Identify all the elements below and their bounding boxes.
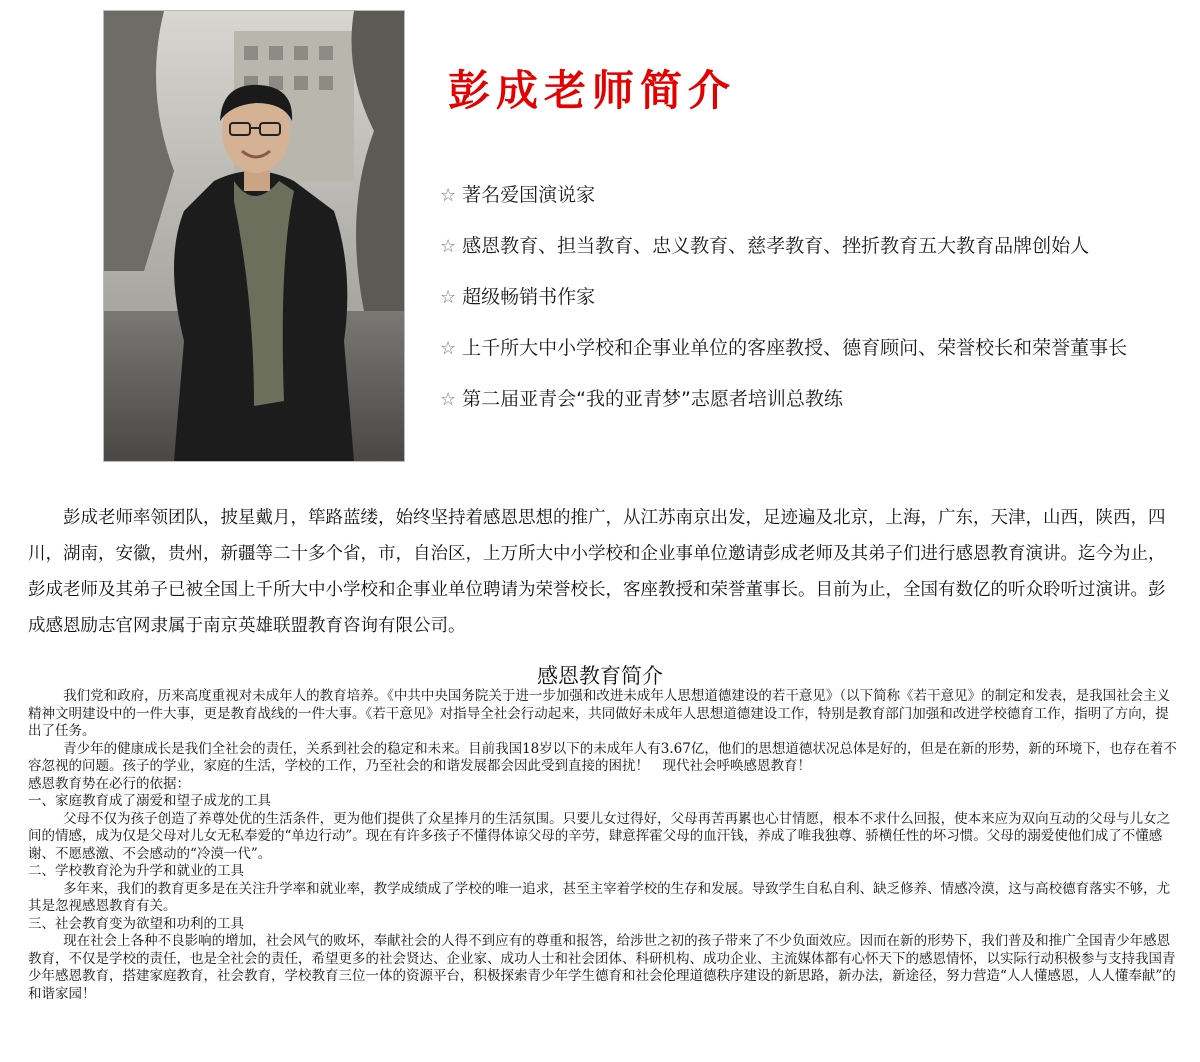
credential-text: 著名爱国演说家 [462, 184, 596, 206]
star-outline-icon: ☆ [440, 185, 457, 206]
body-paragraph: 现在社会上各种不良影响的增加，社会风气的败坏，奉献社会的人得不到应有的尊重和报答，给涉世之初的孩子带来了不少负面效应。因而在新的形势下，我们普及和推广全国青少年感恩教育，不仅是学校的责任，也是全社会的责任，希望更多的社会贤达、企业家、成功人士和社会团体、科研机构、成功企业、主流媒体都有心怀天下的感恩情怀，以实际行动积极参与支持我国青少年感恩教育，搭建家庭教育，社会教育，学校教育三位一体的资源平台，积极探索青少年学生德育和社会伦理道德秩序建设的新思路，新办法，新途径，努力营造“人人懂感恩，人人懂奉献”的和谐家园！ [28, 933, 1176, 1002]
section-title: 感恩教育简介 [537, 664, 663, 688]
star-outline-icon: ☆ [440, 287, 457, 308]
credential-text: 超级畅销书作家 [462, 286, 596, 308]
credentials-list [440, 176, 1200, 431]
star-outline-icon: ☆ [440, 389, 457, 410]
credential-text: 上千所大中小学校和企事业单位的客座教授、德育顾问、荣誉校长和荣誉董事长 [462, 337, 1128, 359]
credential-item [440, 380, 1200, 431]
portrait-illustration [104, 11, 404, 461]
credential-item [440, 329, 1200, 380]
intro-paragraph: 彭成老师率领团队，披星戴月，筚路蓝缕，始终坚持着感恩思想的推广，从江苏南京出发，足迹遍及北京，上海，广东，天津，山西，陕西，四川，湖南，安徽，贵州，新疆等二十多个省，市，自治区，上万所大中小学校和企业事单位邀请彭成老师及其弟子们进行感恩教育演讲。迄今为止，彭成老师及其弟子已被全国上千所大中小学校和企事业单位聘请为荣誉校长，客座教授和荣誉董事长。目前为止，全国有数亿的听众聆听过演讲。彭成感恩励志官网隶属于南京英雄联盟教育咨询有限公司。 [28, 508, 1166, 636]
star-outline-icon: ☆ [440, 338, 457, 359]
credential-text: 感恩教育、担当教育、忠义教育、慈孝教育、挫折教育五大教育品牌创始人 [462, 235, 1090, 257]
body-paragraph: 父母不仅为孩子创造了养尊处优的生活条件，更为他们提供了众星捧月的生活氛围。只要儿女过得好，父母再苦再累也心甘情愿，根本不求什么回报，使本来应为双向互动的父母与儿女之间的情感，成为仅是父母对儿女无私奉爱的“单边行动”。现在有许多孩子不懂得体谅父母的辛劳，肆意挥霍父母的血汗钱，养成了唯我独尊、骄横任性的坏习惯。父母的溺爱使他们成了不懂感谢、不愿感激、不会感动的“冷漠一代”。 [28, 810, 1171, 862]
body-heading: 一、家庭教育成了溺爱和望子成龙的工具 [28, 793, 271, 809]
body-heading: 二、学校教育沦为升学和就业的工具 [28, 863, 244, 879]
credential-item [440, 176, 1200, 227]
body-heading: 三、社会教育变为欲望和功利的工具 [28, 915, 244, 932]
profile-photo [103, 10, 405, 462]
credential-text: 第二届亚青会“我的亚青梦”志愿者培训总教练 [462, 388, 843, 410]
profile-title: 彭成老师简介 [448, 66, 737, 115]
star-outline-icon: ☆ [440, 236, 457, 257]
body-paragraph: 多年来，我们的教育更多是在关注升学率和就业率，教学成绩成了学校的唯一追求，甚至主宰着学校的生存和发展。导致学生自私自利、缺乏修养、情感冷漠，这与高校德育落实不够，尤其是忽视感恩教育有关。 [28, 880, 1171, 914]
body-paragraph: 我们党和政府，历来高度重视对未成年人的教育培养。《中共中央国务院关于进一步加强和改进未成年人思想道德建设的若干意见》（以下简称《若干意见》的制定和发表，是我国社会主义精神文明建设中的一件大事，更是教育战线的一件大事。《若干意见》对指导全社会行动起来，共同做好未成年人思想道德建设工作，特别是教育部门加强和改进学校德育工作，指明了方向，提出了任务。 [28, 688, 1171, 739]
credential-item [440, 227, 1200, 278]
body-paragraph: 青少年的健康成长是我们全社会的责任，关系到社会的稳定和未来。目前我国18岁以下的未成年人有3.67亿，他们的思想道德状况总体是好的，但是在新的形势，新的环境下，也存在着不容忽视的问题。孩子的学业，家庭的生活，学校的工作，乃至社会的和谐发展都会因此受到直接的困扰！ 现代社会呼唤感恩教育！ [28, 740, 1177, 774]
section-body [28, 688, 1178, 1003]
body-heading: 感恩教育势在必行的依据： [28, 775, 190, 792]
credential-item [440, 278, 1200, 329]
